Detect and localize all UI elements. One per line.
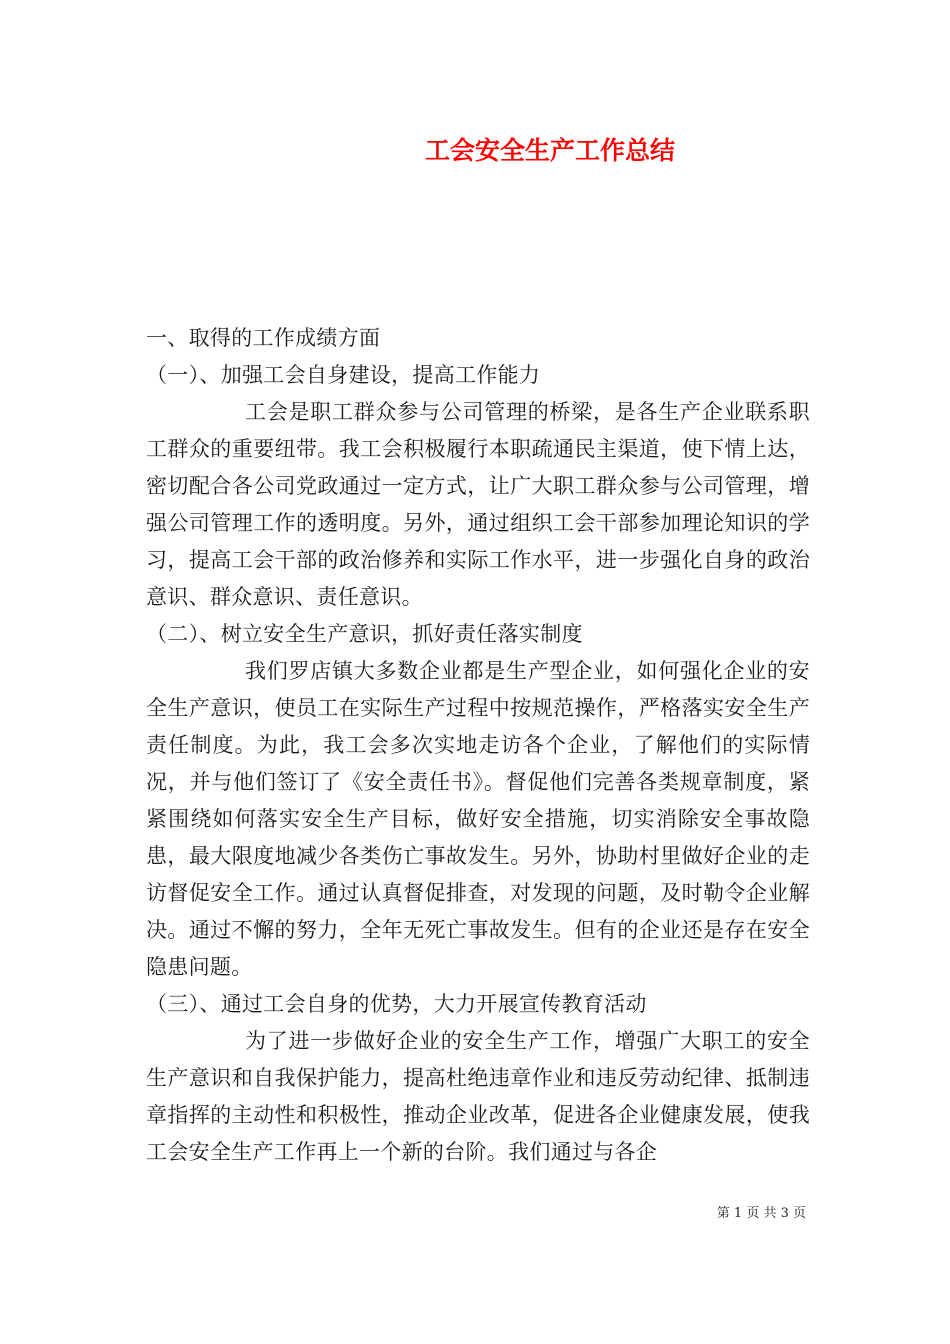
section-paragraph-1: 工会是职工群众参与公司管理的桥梁，是各生产企业联系职工群众的重要纽带。我工会积极履行本职疏通民主渠道，使下情上达，密切配合各公司党政通过一定方式，让广大职工群众参与公司管理，增强公司管理工作的透明度。另外，通过组织工会干部参加理论知识的学习，提高工会干部的政治修养和实际工作水平，进一步强化自身的政治意识、群众意识、责任意识。: [146, 400, 810, 609]
section-heading-main: 一、取得的工作成绩方面: [146, 326, 381, 350]
document-body: [146, 320, 810, 1171]
section-paragraph-3: 为了进一步做好企业的安全生产工作，增强广大职工的安全生产意识和自我保护能力，提高杜绝违章作业和违反劳动纪律、抵制违章指挥的主动性和积极性，推动企业改革，促进各企业健康发展，使我工会安全生产工作再上一个新的台阶。我们通过与各企: [146, 1029, 810, 1164]
section-heading-2: （二）、树立安全生产意识，抓好责任落实制度: [146, 622, 583, 646]
document-title: 工会安全生产工作总结: [424, 136, 675, 165]
page-number-footer: 第 1 页 共 3 页: [716, 1206, 806, 1221]
section-heading-1: （一）、加强工会自身建设，提高工作能力: [146, 363, 541, 387]
section-paragraph-2: 我们罗店镇大多数企业都是生产型企业，如何强化企业的安全生产意识，使员工在实际生产过程中按规范操作，严格落实安全生产责任制度。为此，我工会多次实地走访各个企业，了解他们的实际情况，并与他们签订了《安全责任书》。督促他们完善各类规章制度，紧紧围绕如何落实安全生产目标，做好安全措施，切实消除安全事故隐患，最大限度地减少各类伤亡事故发生。另外，协助村里做好企业的走访督促安全工作。通过认真督促排查，对发现的问题，及时勒令企业解决。通过不懈的努力，全年无死亡事故发生。但有的企业还是存在安全隐患问题。: [146, 659, 810, 979]
section-heading-3: （三）、通过工会自身的优势，大力开展宣传教育活动: [146, 992, 647, 1016]
